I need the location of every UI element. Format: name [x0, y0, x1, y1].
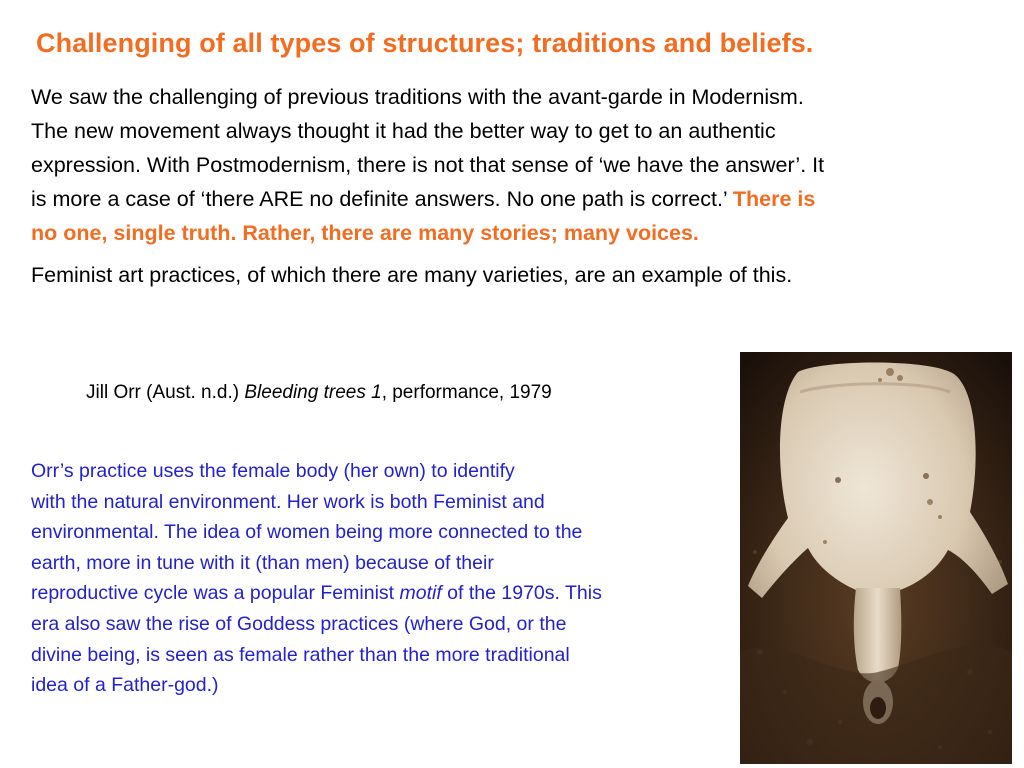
highlight-truth-end: no one, single truth. Rather, there are many stories; many voices.	[31, 221, 699, 245]
description-line: idea of a Father-god.)	[31, 674, 219, 697]
caption-details: , performance, 1979	[381, 382, 552, 403]
artwork-photo	[740, 352, 1012, 764]
description-line: era also saw the rise of Goddess practices (where God, or the	[31, 612, 567, 635]
description-line: environmental. The idea of women being more connected to the	[31, 521, 583, 544]
para1-line2: The new movement always thought it had the better way to get to an authentic	[31, 119, 776, 143]
caption-work-title: Bleeding trees 1	[244, 382, 382, 403]
highlight-truth-start: There is	[732, 187, 816, 211]
description-line: divine being, is seen as female rather than the more traditional	[31, 643, 570, 666]
para1-line3: expression. With Postmodernism, there is not that sense of ‘we have the answer’. It	[31, 153, 825, 177]
performance-photo-illustration	[740, 352, 1012, 764]
description-text: reproductive cycle was a popular Feminist	[31, 582, 400, 605]
para1-line4: is more a case of ‘there ARE no definite answers. No one path is correct.’	[31, 187, 733, 211]
description-line: with the natural environment. Her work is both Feminist and	[31, 490, 545, 513]
description-line	[31, 578, 731, 609]
description-line: Orr’s practice uses the female body (her own) to identify	[31, 460, 515, 482]
para1-line1: We saw the challenging of previous traditions with the avant-garde in Modernism.	[31, 85, 804, 109]
artwork-description	[31, 456, 731, 701]
artwork-caption	[86, 382, 552, 404]
description-motif: motif	[399, 582, 442, 605]
paragraph-feminist-art: Feminist art practices, of which there are many varieties, are an example of this.	[31, 263, 793, 287]
description-text: of the 1970s. This	[441, 582, 602, 605]
description-line: earth, more in tune with it (than men) because of their	[31, 551, 494, 574]
caption-artist: Jill Orr (Aust. n.d.)	[86, 382, 245, 403]
paragraph-postmodernism	[31, 80, 996, 250]
slide-title: Challenging of all types of structures; traditions and beliefs.	[36, 28, 814, 58]
main-body-text	[31, 80, 996, 292]
